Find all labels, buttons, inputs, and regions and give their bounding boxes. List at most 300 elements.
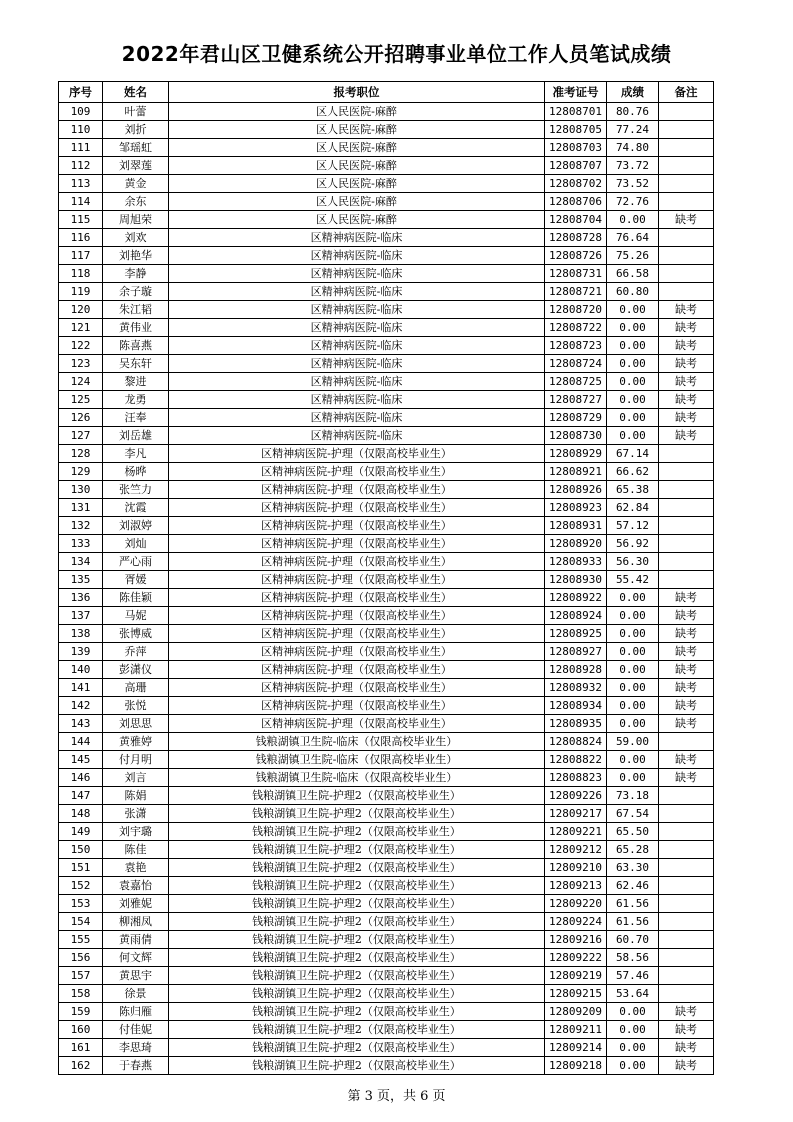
score: 0.00 [607,211,659,229]
remark [659,445,714,463]
row-index: 130 [59,481,103,499]
exam-id: 12809218 [545,1057,607,1075]
table-row [59,229,714,247]
table-row [59,895,714,913]
candidate-name: 刘雅妮 [103,895,169,913]
exam-position: 区精神病医院-护理（仅限高校毕业生） [169,643,545,661]
score: 0.00 [607,769,659,787]
row-index: 125 [59,391,103,409]
score: 62.84 [607,499,659,517]
table-row [59,427,714,445]
score: 0.00 [607,373,659,391]
remark: 缺考 [659,319,714,337]
score: 56.92 [607,535,659,553]
remark [659,175,714,193]
exam-id: 12809212 [545,841,607,859]
table-row [59,1021,714,1039]
candidate-name: 杨晔 [103,463,169,481]
table-row [59,319,714,337]
column-header-score: 成绩 [607,82,659,103]
score: 66.58 [607,265,659,283]
exam-id: 12809210 [545,859,607,877]
score: 62.46 [607,877,659,895]
exam-position: 钱粮湖镇卫生院-护理2（仅限高校毕业生） [169,1039,545,1057]
exam-position: 区精神病医院-护理（仅限高校毕业生） [169,715,545,733]
column-header-index: 序号 [59,82,103,103]
table-row [59,157,714,175]
row-index: 146 [59,769,103,787]
remark: 缺考 [659,715,714,733]
exam-id: 12809222 [545,949,607,967]
score: 57.46 [607,967,659,985]
candidate-name: 乔萍 [103,643,169,661]
remark: 缺考 [659,751,714,769]
remark [659,553,714,571]
exam-position: 区精神病医院-临床 [169,265,545,283]
exam-id: 12808922 [545,589,607,607]
exam-id: 12808730 [545,427,607,445]
table-row [59,769,714,787]
table-row [59,607,714,625]
row-index: 150 [59,841,103,859]
row-index: 149 [59,823,103,841]
table-header-row [59,82,714,103]
candidate-name: 柳湘凤 [103,913,169,931]
score: 75.26 [607,247,659,265]
score: 65.38 [607,481,659,499]
score: 72.76 [607,193,659,211]
candidate-name: 张博威 [103,625,169,643]
exam-position: 钱粮湖镇卫生院-护理2（仅限高校毕业生） [169,1021,545,1039]
exam-id: 12808928 [545,661,607,679]
candidate-name: 高珊 [103,679,169,697]
exam-position: 钱粮湖镇卫生院-护理2（仅限高校毕业生） [169,823,545,841]
exam-position: 区精神病医院-临床 [169,409,545,427]
table-row [59,193,714,211]
exam-id: 12808729 [545,409,607,427]
row-index: 117 [59,247,103,265]
table-body [59,103,714,1075]
row-index: 152 [59,877,103,895]
exam-position: 区精神病医院-护理（仅限高校毕业生） [169,481,545,499]
exam-id: 12809220 [545,895,607,913]
candidate-name: 付佳妮 [103,1021,169,1039]
exam-id: 12808704 [545,211,607,229]
row-index: 127 [59,427,103,445]
score: 73.18 [607,787,659,805]
table-row [59,571,714,589]
score: 0.00 [607,607,659,625]
score: 65.50 [607,823,659,841]
exam-position: 钱粮湖镇卫生院-护理2（仅限高校毕业生） [169,841,545,859]
score: 0.00 [607,1057,659,1075]
row-index: 122 [59,337,103,355]
exam-position: 区人民医院-麻醉 [169,139,545,157]
remark [659,157,714,175]
remark: 缺考 [659,607,714,625]
row-index: 112 [59,157,103,175]
row-index: 158 [59,985,103,1003]
exam-position: 区精神病医院-临床 [169,247,545,265]
table-row [59,859,714,877]
row-index: 135 [59,571,103,589]
table-row [59,391,714,409]
exam-id: 12808707 [545,157,607,175]
remark [659,931,714,949]
score: 0.00 [607,337,659,355]
candidate-name: 徐景 [103,985,169,1003]
table-row [59,211,714,229]
exam-position: 钱粮湖镇卫生院-护理2（仅限高校毕业生） [169,985,545,1003]
exam-id: 12809211 [545,1021,607,1039]
row-index: 138 [59,625,103,643]
exam-id: 12808926 [545,481,607,499]
candidate-name: 刘宇璐 [103,823,169,841]
row-index: 159 [59,1003,103,1021]
candidate-name: 余东 [103,193,169,211]
row-index: 111 [59,139,103,157]
exam-position: 区精神病医院-临床 [169,391,545,409]
candidate-name: 刘思思 [103,715,169,733]
row-index: 131 [59,499,103,517]
row-index: 126 [59,409,103,427]
row-index: 154 [59,913,103,931]
exam-id: 12808720 [545,301,607,319]
candidate-name: 黄雅婷 [103,733,169,751]
candidate-name: 周旭荣 [103,211,169,229]
exam-position: 区精神病医院-护理（仅限高校毕业生） [169,589,545,607]
score: 77.24 [607,121,659,139]
remark [659,877,714,895]
exam-position: 区精神病医院-临床 [169,283,545,301]
table-row [59,355,714,373]
exam-id: 12808920 [545,535,607,553]
table-row [59,589,714,607]
candidate-name: 刘艳华 [103,247,169,265]
candidate-name: 马妮 [103,607,169,625]
candidate-name: 李凡 [103,445,169,463]
score: 0.00 [607,625,659,643]
table-row [59,715,714,733]
column-header-name: 姓名 [103,82,169,103]
candidate-name: 邹瑶虹 [103,139,169,157]
candidate-name: 黎进 [103,373,169,391]
score: 0.00 [607,427,659,445]
candidate-name: 严心雨 [103,553,169,571]
exam-position: 钱粮湖镇卫生院-护理2（仅限高校毕业生） [169,967,545,985]
page-number: 第 3 页，共 6 页 [347,1089,446,1104]
remark: 缺考 [659,1021,714,1039]
row-index: 157 [59,967,103,985]
table-row [59,643,714,661]
table-row [59,463,714,481]
exam-id: 12808701 [545,103,607,121]
exam-position: 区精神病医院-临床 [169,355,545,373]
score: 67.14 [607,445,659,463]
candidate-name: 龙勇 [103,391,169,409]
score: 0.00 [607,409,659,427]
table-row [59,751,714,769]
table-row [59,733,714,751]
remark: 缺考 [659,679,714,697]
candidate-name: 沈霞 [103,499,169,517]
exam-id: 12808723 [545,337,607,355]
remark: 缺考 [659,301,714,319]
row-index: 140 [59,661,103,679]
exam-id: 12808921 [545,463,607,481]
exam-position: 区人民医院-麻醉 [169,103,545,121]
exam-id: 12808721 [545,283,607,301]
exam-position: 钱粮湖镇卫生院-护理2（仅限高校毕业生） [169,787,545,805]
exam-position: 区精神病医院-护理（仅限高校毕业生） [169,679,545,697]
exam-id: 12808824 [545,733,607,751]
exam-position: 区人民医院-麻醉 [169,193,545,211]
column-header-exam-id: 准考证号 [545,82,607,103]
exam-position: 区精神病医院-护理（仅限高校毕业生） [169,571,545,589]
exam-position: 钱粮湖镇卫生院-护理2（仅限高校毕业生） [169,895,545,913]
remark [659,193,714,211]
row-index: 113 [59,175,103,193]
candidate-name: 陈喜燕 [103,337,169,355]
score: 76.64 [607,229,659,247]
column-header-position: 报考职位 [169,82,545,103]
exam-position: 钱粮湖镇卫生院-护理2（仅限高校毕业生） [169,931,545,949]
exam-id: 12808924 [545,607,607,625]
score: 61.56 [607,895,659,913]
candidate-name: 彭潇仪 [103,661,169,679]
candidate-name: 吴东轩 [103,355,169,373]
row-index: 147 [59,787,103,805]
table-row [59,949,714,967]
score: 74.80 [607,139,659,157]
remark: 缺考 [659,355,714,373]
page-title: 2022年君山区卫健系统公开招聘事业单位工作人员笔试成绩 [121,42,672,66]
remark [659,949,714,967]
row-index: 134 [59,553,103,571]
exam-position: 区精神病医院-护理（仅限高校毕业生） [169,661,545,679]
exam-position: 区精神病医院-临床 [169,373,545,391]
exam-position: 区精神病医院-临床 [169,427,545,445]
score: 65.28 [607,841,659,859]
exam-position: 区精神病医院-护理（仅限高校毕业生） [169,463,545,481]
exam-id: 12809219 [545,967,607,985]
table-row [59,931,714,949]
row-index: 132 [59,517,103,535]
row-index: 161 [59,1039,103,1057]
score: 56.30 [607,553,659,571]
exam-position: 钱粮湖镇卫生院-护理2（仅限高校毕业生） [169,913,545,931]
row-index: 118 [59,265,103,283]
exam-id: 12809226 [545,787,607,805]
exam-id: 12808929 [545,445,607,463]
exam-position: 区人民医院-麻醉 [169,121,545,139]
candidate-name: 汪奉 [103,409,169,427]
row-index: 136 [59,589,103,607]
remark [659,247,714,265]
exam-position: 钱粮湖镇卫生院-护理2（仅限高校毕业生） [169,877,545,895]
remark: 缺考 [659,697,714,715]
remark [659,499,714,517]
remark [659,787,714,805]
candidate-name: 陈佳颖 [103,589,169,607]
remark: 缺考 [659,211,714,229]
candidate-name: 黄金 [103,175,169,193]
exam-id: 12808722 [545,319,607,337]
row-index: 137 [59,607,103,625]
row-index: 144 [59,733,103,751]
exam-id: 12808925 [545,625,607,643]
remark: 缺考 [659,337,714,355]
exam-id: 12808935 [545,715,607,733]
exam-id: 12808703 [545,139,607,157]
exam-position: 区精神病医院-护理（仅限高校毕业生） [169,517,545,535]
score: 0.00 [607,715,659,733]
remark [659,913,714,931]
row-index: 119 [59,283,103,301]
score: 53.64 [607,985,659,1003]
exam-id: 12809221 [545,823,607,841]
score: 0.00 [607,391,659,409]
score: 73.72 [607,157,659,175]
row-index: 141 [59,679,103,697]
exam-id: 12809213 [545,877,607,895]
exam-position: 区精神病医院-护理（仅限高校毕业生） [169,499,545,517]
table-row [59,481,714,499]
exam-id: 12808823 [545,769,607,787]
candidate-name: 袁嘉怡 [103,877,169,895]
table-row [59,139,714,157]
exam-position: 钱粮湖镇卫生院-护理2（仅限高校毕业生） [169,949,545,967]
score: 0.00 [607,751,659,769]
remark [659,121,714,139]
exam-position: 钱粮湖镇卫生院-临床（仅限高校毕业生） [169,769,545,787]
table-row [59,517,714,535]
exam-id: 12808702 [545,175,607,193]
remark [659,805,714,823]
table-row [59,283,714,301]
candidate-name: 陈归雁 [103,1003,169,1021]
table-row [59,535,714,553]
candidate-name: 黄伟业 [103,319,169,337]
candidate-name: 胥媛 [103,571,169,589]
remark: 缺考 [659,1057,714,1075]
table-row [59,697,714,715]
score: 55.42 [607,571,659,589]
remark [659,859,714,877]
exam-id: 12808933 [545,553,607,571]
row-index: 123 [59,355,103,373]
table-row [59,967,714,985]
row-index: 121 [59,319,103,337]
candidate-name: 付月明 [103,751,169,769]
candidate-name: 余子璇 [103,283,169,301]
table-row [59,103,714,121]
remark: 缺考 [659,589,714,607]
row-index: 142 [59,697,103,715]
candidate-name: 何文辉 [103,949,169,967]
exam-id: 12808725 [545,373,607,391]
exam-id: 12809209 [545,1003,607,1021]
exam-position: 区人民医院-麻醉 [169,175,545,193]
candidate-name: 张悦 [103,697,169,715]
remark [659,733,714,751]
exam-id: 12808927 [545,643,607,661]
exam-position: 区人民医院-麻醉 [169,211,545,229]
exam-id: 12808930 [545,571,607,589]
exam-position: 钱粮湖镇卫生院-护理2（仅限高校毕业生） [169,1003,545,1021]
candidate-name: 刘灿 [103,535,169,553]
row-index: 139 [59,643,103,661]
candidate-name: 朱江韬 [103,301,169,319]
exam-id: 12808822 [545,751,607,769]
score: 57.12 [607,517,659,535]
remark [659,571,714,589]
exam-id: 12808726 [545,247,607,265]
exam-position: 钱粮湖镇卫生院-临床（仅限高校毕业生） [169,751,545,769]
remark: 缺考 [659,373,714,391]
remark: 缺考 [659,391,714,409]
exam-id: 12808705 [545,121,607,139]
row-index: 115 [59,211,103,229]
exam-position: 钱粮湖镇卫生院-护理2（仅限高校毕业生） [169,1057,545,1075]
candidate-name: 张竺力 [103,481,169,499]
row-index: 133 [59,535,103,553]
table-row [59,409,714,427]
candidate-name: 刘折 [103,121,169,139]
exam-position: 区精神病医院-护理（仅限高校毕业生） [169,445,545,463]
candidate-name: 袁艳 [103,859,169,877]
candidate-name: 张潇 [103,805,169,823]
row-index: 124 [59,373,103,391]
candidate-name: 李静 [103,265,169,283]
table-row [59,877,714,895]
candidate-name: 黄思宇 [103,967,169,985]
remark [659,481,714,499]
exam-id: 12809215 [545,985,607,1003]
exam-position: 区精神病医院-临床 [169,229,545,247]
table-row [59,679,714,697]
exam-id: 12808727 [545,391,607,409]
remark [659,283,714,301]
exam-id: 12809224 [545,913,607,931]
exam-position: 区精神病医院-临床 [169,319,545,337]
table-row [59,1003,714,1021]
score: 60.70 [607,931,659,949]
candidate-name: 刘岳雄 [103,427,169,445]
table-row [59,301,714,319]
exam-id: 12808731 [545,265,607,283]
row-index: 155 [59,931,103,949]
remark [659,463,714,481]
exam-position: 钱粮湖镇卫生院-护理2（仅限高校毕业生） [169,859,545,877]
row-index: 151 [59,859,103,877]
exam-id: 12808724 [545,355,607,373]
remark [659,103,714,121]
remark [659,265,714,283]
score: 66.62 [607,463,659,481]
table-row [59,265,714,283]
exam-position: 钱粮湖镇卫生院-护理2（仅限高校毕业生） [169,805,545,823]
remark: 缺考 [659,427,714,445]
exam-id: 12808931 [545,517,607,535]
remark [659,895,714,913]
row-index: 156 [59,949,103,967]
table-row [59,175,714,193]
remark [659,823,714,841]
table-row [59,337,714,355]
score: 0.00 [607,1021,659,1039]
row-index: 148 [59,805,103,823]
